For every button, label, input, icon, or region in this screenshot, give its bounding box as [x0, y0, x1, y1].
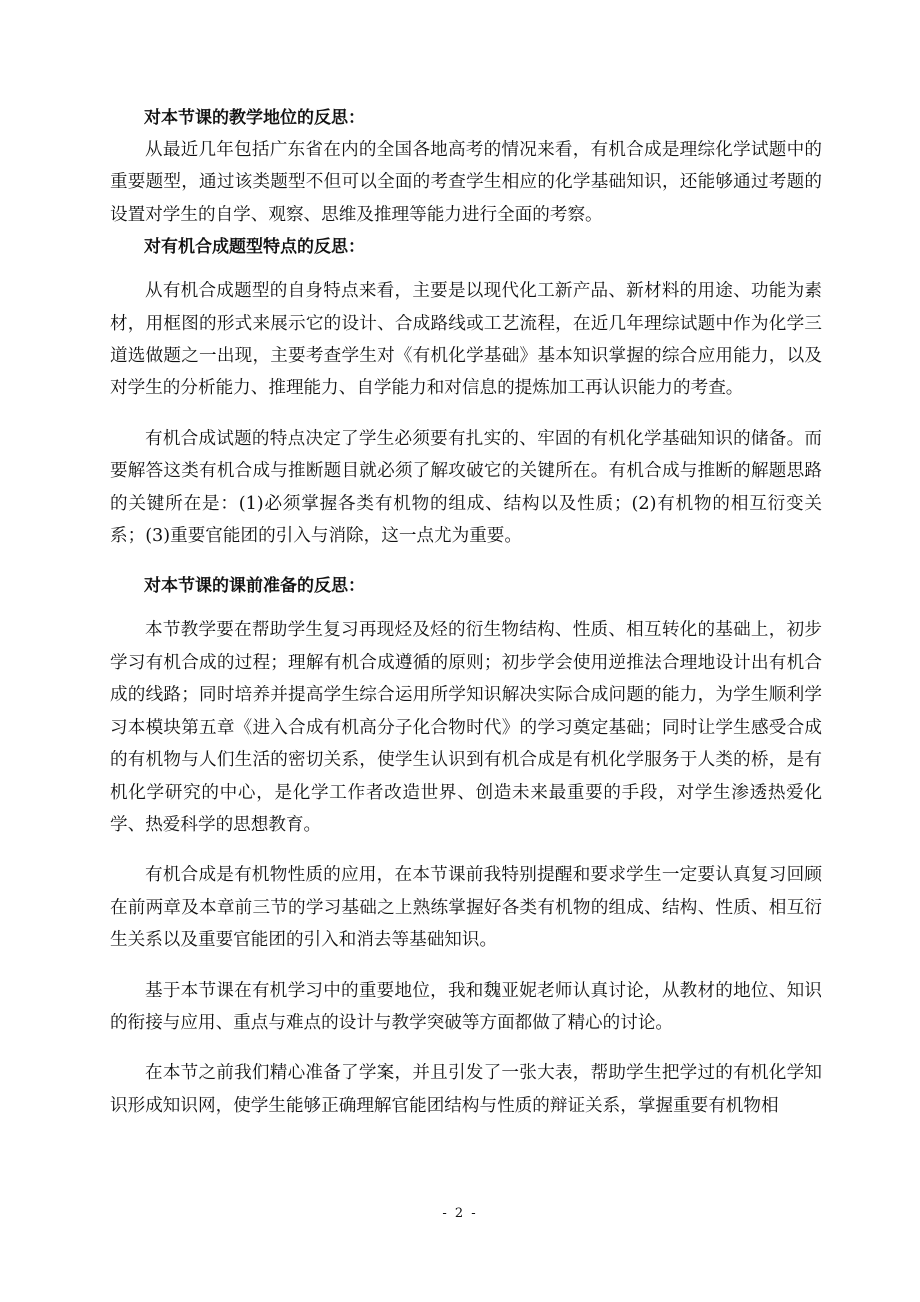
paragraph-preparation-1: 本节教学要在帮助学生复习再现烃及烃的衍生物结构、性质、相互转化的基础上，初步学习有机合成的过程；理解有机合成遵循的原则；初步学会使用逆推法合理地设计出有机合成的线路；同时培养并提高学生综合运用所学知识解决实际合成问题的能力，为学生顺利学习本模块第五章《进入合成有机高分子化合物时代》的学习奠定基础；同时让学生感受合成的有机物与人们生活的密切关系，使学生认识到有机合成是有机化学服务于人类的桥，是有机化学研究的中心，是化学工作者改造世界、创造未来最重要的手段，对学生渗透热爱化学、热爱科学的思想教育。 — [110, 620, 822, 835]
paragraph-preparation-3: 基于本节课在有机学习中的重要地位，我和魏亚妮老师认真讨论，从教材的地位、知识的衔接与应用、重点与难点的设计与教学突破等方面都做了精心的讨论。 — [110, 980, 822, 1033]
section-heading-question-features: 对有机合成题型特点的反思： — [144, 237, 365, 258]
page-number: - 2 - — [442, 1206, 478, 1221]
section-heading-teaching-position: 对本节课的教学地位的反思： — [144, 108, 365, 128]
paragraph-question-features-2: 有机合成试题的特点决定了学生必须要有扎实的、牢固的有机化学基础知识的储备。而要解答这类有机合成与推断题目就必须了解攻破它的关键所在。有机合成与推断的解题思路的关键所在是：(1)必须掌握各类有机物的组成、结构以及性质；(2)有机物的相互衍变关系；(3)重要官能团的引入与消除，这一点尤为重要。 — [110, 428, 822, 547]
paragraph-preparation-2: 有机合成是有机物性质的应用，在本节课前我特别提醒和要求学生一定要认真复习回顾在前两章及本章前三节的学习基础之上熟练掌握好各类有机物的组成、结构、性质、相互衍生关系以及重要官能团的引入和消去等基础知识。 — [110, 865, 822, 951]
paragraph-preparation-4: 在本节之前我们精心准备了学案，并且引发了一张大表，帮助学生把学过的有机化学知识形成知识网，使学生能够正确理解官能团结构与性质的辩证关系，掌握重要有机物相 — [110, 1063, 822, 1116]
paragraph-teaching-position: 从最近几年包括广东省在内的全国各地高考的情况来看，有机合成是理综化学试题中的重要题型，通过该类题型不但可以全面的考查学生相应的化学基础知识，还能够通过考题的设置对学生的自学、观察、思维及推理等能力进行全面的考察。 — [110, 140, 822, 225]
section-heading-preparation: 对本节课的课前准备的反思： — [144, 576, 365, 597]
paragraph-question-features-1: 从有机合成题型的自身特点来看，主要是以现代化工新产品、新材料的用途、功能为素材，用框图的形式来展示它的设计、合成路线或工艺流程，在近几年理综试题中作为化学三道选做题之一出现，主要考查学生对《有机化学基础》基本知识掌握的综合应用能力，以及对学生的分析能力、推理能力、自学能力和对信息的提炼加工再认识能力的考查。 — [110, 281, 822, 399]
page-content — [110, 102, 822, 1122]
